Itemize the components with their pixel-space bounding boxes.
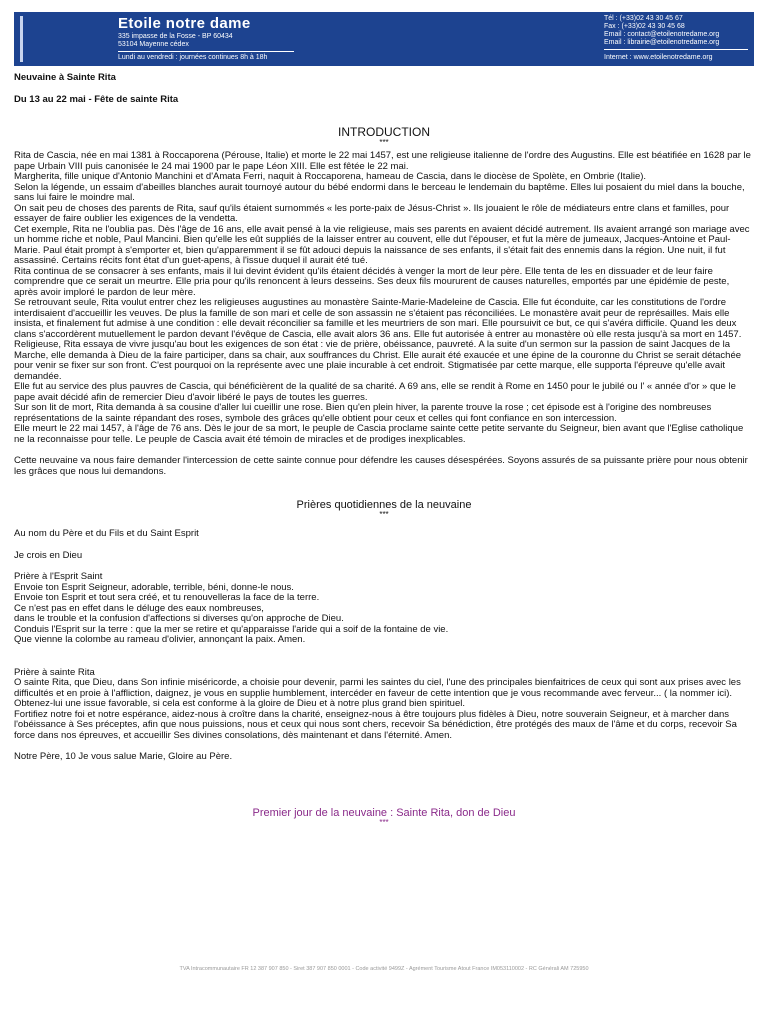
doc-dates: Du 13 au 22 mai - Fête de sainte Rita [14, 93, 179, 105]
org-name: Etoile notre dame [118, 15, 251, 32]
intro-paragraph: Elle meurt le 22 mai 1457, à l'âge de 76 ans. Dès le jour de sa mort, le peuple de Cascia proclame sainte cette petite servante du Seigneur, bien avant que l'Eglise catholique ne la reconnaisse pour telle. Le peuple de Cascia avait été témoin de miracles et de prodiges inexplicables. [14, 423, 744, 445]
intro-heading: INTRODUCTION [338, 125, 430, 139]
prayer-line: Que vienne la colombe au rameau d'olivier, annonçant la paix. Amen. [14, 634, 306, 645]
intro-paragraph: Elle fut au service des plus pauvres de Cascia, qui bénéficièrent de la qualité de sa charité. A 69 ans, elle se rendit à Rome en 1450 pour le jubilé ou l' « année d'or » que le pape avait décidé afin de remercier Dieu d'avoir libéré le pays de toutes les guerres. [14, 381, 736, 403]
fax: Fax : (+33)02 43 30 45 68 [604, 23, 685, 30]
email-librairie[interactable]: Email : librairie@etoilenotredame.org [604, 39, 720, 46]
contact-block [604, 15, 719, 47]
header-divider [118, 51, 294, 52]
intro-paragraph: Se retrouvant seule, Rita voulut entrer chez les religieuses augustines au monastère Sainte-Marie-Madeleine de Cascia. Elle fut éconduite, car les constitutions de l'ordre interdisaient d'accueillir les veuves. De plus la famille de son mari et celle de son assassin ne s'étaient pas réconciliées. Le monastère avait peur de représailles. Mais elle insista, et finalement fut admise à une condition : elle devait réconcilier sa famille et les meurtriers de son mari. Elle poursuivit ce but, ce qui s'avéra difficile. Quand les deux clans s'accordèrent mutuellement le pardon devant l'évêque de Cascia, elle avait alors 36 ans. Elle fut autorisée à entrer au monastère où elle resta jusqu'à sa mort en 1457. [14, 297, 742, 340]
day1-stars: *** [379, 817, 389, 827]
intro-paragraph: Religieuse, Rita essaya de vivre jusqu'au bout les exigences de son état : vie de prière, obéissance, pauvreté. A la suite d'un sermon sur la passion de saint Jacques de la Marche, elle demanda à Dieu de la faire participer, dans sa chair, aux souffrances du Christ. Elle aurait été exaucée et une épine de la couronne du Christ se serait détachée pour venir se fixer sur son front. C'est pourquoi on la représente avec une plaie incurable à cet endroit. Stigmatisée par cette marque, elle supporta l'épreuve qu'elle avait demandée. [14, 339, 742, 382]
intro-closing: Cette neuvaine va nous faire demander l'intercession de cette sainte connue pour défendre les causes désespérées. Soyons assurés de sa puissante prière pour nous obtenir les grâces que nous lui demandons. [14, 455, 748, 477]
day1-heading: Premier jour de la neuvaine : Sainte Rita, don de Dieu [252, 806, 516, 819]
address-line-1: 335 impasse de la Fosse - BP 60434 [118, 33, 233, 40]
document-body [14, 73, 754, 827]
opening-hours: Lundi au vendredi : journées continues 8h à 18h [118, 54, 268, 61]
prayer-line: Obtenez-lui une issue favorable, si cela est conforme à la gloire de Dieu et à notre plus grand bien spirituel. [14, 698, 465, 709]
intro-stars: *** [379, 138, 389, 147]
prayer-line: Ce n'est pas en effet dans le déluge des eaux nombreuses, [14, 602, 264, 614]
creed: Je crois en Dieu [14, 549, 83, 561]
intro-paragraph: Selon la légende, un essaim d'abeilles blanches aurait tournoyé autour du bébé endormi dans le berceau le lendemain du baptême. Elles lui posaient du miel dans la bouche, sans lui faire le moindre mal. [14, 181, 745, 203]
legal-footer: TVA Intracommunautaire FR 12 387 907 850 - Siret 387 907 850 0001 - Code activité 9499Z - Agrément Tourisme Atout France IM053110002 - RC Générali AM 725950 [179, 966, 589, 972]
header-divider-right [604, 49, 748, 50]
intro-paragraph: Sur son lit de mort, Rita demanda à sa cousine d'aller lui cueillir une rose. Bien qu'en plein hiver, la parente trouve la rose ; cet épisode est à l'origine des nombreuses représentations de la sainte répandant des roses, symbole des grâces qu'elle obtient pour ceux et celles qui font confiance en son intercession. [14, 402, 712, 424]
doc-title: Neuvaine à Sainte Rita [14, 72, 116, 83]
closing-prayers: Notre Père, 10 Je vous salue Marie, Gloire au Père. [14, 751, 233, 762]
prayer-line: Envoie ton Esprit et tout sera créé, et tu renouvelleras la face de la terre. [14, 592, 320, 603]
prayer-line: O sainte Rita, que Dieu, dans Son infinie miséricorde, a choisie pour devenir, parmi les saintes du ciel, l'une des principales bienfaitrices de ceux qui sont aux prises avec les difficultés et en proie à l'affliction, daignez, je vous en supplie humblement, intercéder en faveur de cette intention que je vous recommande avec ferveur... ( la nommer ici). [14, 677, 741, 699]
sign-of-cross: Au nom du Père et du Fils et du Saint Esprit [14, 528, 199, 539]
phone: Tél : (+33)02 43 30 45 67 [604, 15, 683, 22]
daily-prayers-heading: Prières quotidiennes de la neuvaine [296, 499, 472, 511]
email-contact[interactable]: Email : contact@etoilenotredame.org [604, 31, 720, 38]
website-link[interactable]: Internet : www.etoilenotredame.org [604, 54, 713, 61]
address-line-2: 53104 Mayenne cédex [118, 41, 189, 48]
prayer-line: Conduis l'Esprit sur la terre : que la mer se retire et qu'apparaisse l'aride qui a soif de la fontaine de vie. [14, 623, 449, 635]
intro-paragraph: Rita de Cascia, née en mai 1381 à Roccaporena (Pérouse, Italie) et morte le 22 mai 1457, est une religieuse italienne de l'ordre des Augustins. Elle est béatifiée en 1628 par le pape Urbain VIII puis canonisée le 24 mai 1900 par le pape Léon XIII. Elle est fêtée le 22 mai. [14, 150, 751, 172]
intro-paragraph: Margherita, fille unique d'Antonio Manchini et d'Amata Ferri, naquit à Roccaporena, hameau de Cascia, dans le diocèse de Spolète, en Ombrie (Italie). [14, 171, 647, 182]
spirit-prayer-title: Prière à l'Esprit Saint [14, 571, 103, 582]
prayer-line: Fortifiez notre foi et notre espérance, aidez-nous à croître dans la charité, enseignez-nous à être toujours plus fidèles à Dieu, notre souverain Seigneur, et à marcher dans l'obéissance à Ses préceptes, afin que nous puissions, nous et ceux qui nous sont chers, recevoir Sa bénédiction, être protégés des maux de l'âme et du corps, recevoir Sa force dans nos épreuves, et accueillir Ses divines consolations, dès maintenant et dans l'éternité. Amen. [14, 708, 737, 741]
letterhead [14, 12, 754, 66]
daily-stars: *** [379, 510, 389, 519]
prayer-line: Envoie ton Esprit Seigneur, adorable, terrible, béni, donne-le nous. [14, 581, 294, 593]
logo-mark [20, 16, 23, 62]
org-address [118, 33, 233, 49]
rita-prayer-title: Prière à sainte Rita [14, 666, 95, 678]
intro-paragraph: On sait peu de choses des parents de Rita, sauf qu'ils étaient surnommés « les porte-paix de Jésus-Christ ». Ils jouaient le rôle de médiateurs entre clans et familles, pour essayer de faire oublier les exigences de la vendetta. [14, 202, 730, 224]
prayer-line: dans le trouble et la confusion d'affections si diverses qu'on approche de Dieu. [14, 613, 344, 624]
intro-paragraph: Rita continua de se consacrer à ses enfants, mais il lui devint évident qu'ils étaient décidés à venger la mort de leur père. Elle tenta de les en dissuader et de leur faire comprendre que ce serait un meurtre. Elle pria pour qu'ils renoncent à leurs desseins. Ses deux fils moururent de causes naturelles, emportés par une épidémie de peste, après avoir imploré le pardon de leur mère. [14, 265, 730, 298]
intro-paragraph: Cet exemple, Rita ne l'oublia pas. Dès l'âge de 16 ans, elle avait pensé à la vie religieuse, mais ses parents en avaient décidé autrement. Ils avaient arrangé son mariage avec un homme riche et noble, Paul Mancini. Bien qu'elle les eût suppliés de la laisser entrer au couvent, elle dut l'épouser, et fut la mère de jumeaux, Jacques-Antoine et Paul-Marie. Paul était prompt à s'emporter et, bien qu'apparemment il se fût adouci depuis la naissance de ses enfants, il s'était fait des ennemis dans la région. Une nuit, il fut assassiné. Certains récits font état d'un guet-apens, à l'issue duquel il aurait été tué. [14, 223, 750, 266]
